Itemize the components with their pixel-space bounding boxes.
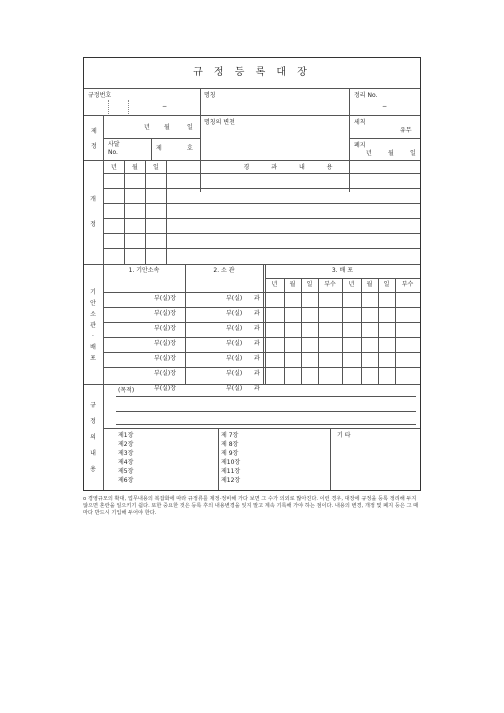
dist-sub-6: 월 — [366, 281, 373, 288]
owner-dept-5: 부(실) — [226, 355, 243, 362]
chapter-mid-1: 제 7장 — [221, 432, 239, 439]
owner-dept-6: 부(실) — [226, 370, 243, 377]
dept-side-5: · — [92, 333, 94, 340]
chapter-left-2: 제2장 — [118, 441, 134, 448]
chapter-mid-2: 제 8장 — [221, 441, 239, 448]
chapter-mid-3: 제 9장 — [221, 450, 239, 457]
owner-dept-1: 부(실) — [226, 295, 243, 302]
content-side-3: 의 — [90, 434, 96, 441]
enact-year: 년 — [144, 124, 150, 131]
dist-sub-3: 일 — [306, 281, 313, 288]
owner-section-7: 과 — [254, 385, 260, 392]
revision-side-2: 정 — [90, 221, 96, 228]
owner-dept-2: 부(실) — [226, 310, 243, 317]
reg-no-dash: − — [162, 103, 168, 110]
dept-side-7: 포 — [90, 355, 96, 362]
abolish-day: 일 — [410, 150, 416, 157]
enact-side-1: 제 — [91, 128, 97, 135]
draft-dept-head-2: 부(실)장 — [154, 310, 177, 317]
owner-section-1: 과 — [254, 295, 260, 302]
owner-dept-7: 부(실) — [226, 385, 243, 392]
name-label: 명칭 — [204, 92, 216, 99]
dist-sub-4: 부수 — [324, 281, 336, 288]
approval-label: 사달 — [108, 141, 120, 148]
revision-side-1: 개 — [90, 196, 96, 203]
owner-section-4: 과 — [254, 340, 260, 347]
arrange-no-dash: − — [382, 103, 388, 110]
enact-day: 일 — [187, 124, 193, 131]
chapter-left-1: 제1장 — [118, 432, 134, 439]
content-side-4: 내 — [90, 450, 96, 457]
chapter-left-4: 제4장 — [118, 459, 134, 466]
owner-section-6: 과 — [254, 370, 260, 377]
chapter-left-3: 제3장 — [118, 450, 134, 457]
enact-side-2: 정 — [91, 143, 97, 150]
chapter-mid-5: 제11장 — [221, 468, 241, 475]
dist-sub-8: 부수 — [401, 281, 414, 288]
draft-dept-head-3: 부(실)장 — [154, 325, 177, 332]
chapter-left-5: 제5장 — [118, 468, 134, 475]
enact-month: 월 — [164, 124, 170, 131]
draft-dept-head-1: 부(실)장 — [154, 295, 177, 302]
detail-value: 유무 — [400, 127, 412, 134]
content-side-1: 규 — [90, 402, 96, 409]
revision-col-day: 일 — [153, 164, 159, 171]
footnote: o 경영규모의 확대, 업무내용의 복잡화에 따라 규정류를 제정·정비해 가다 보면 그 수가 의외로 많아진다. 이런 경우, 대장에 규정을 등록 정리해 두지 않으면 혼란을 일으키기 쉽다. 또한 중요한 것은 등록 후의 내용변경을 잊지 말고 계속 기록해 가야 하는 점이다. 내용의 변경, 개정 및 폐지 등은 그 때마다 반드시 기입해 두어야 한다. — [83, 496, 419, 516]
arrange-no-label: 정리 No. — [354, 92, 378, 99]
abolish-month: 월 — [388, 150, 394, 157]
owner-dept-4: 부(실) — [226, 340, 243, 347]
dept-header-1: 1. 기안소속 — [128, 267, 160, 274]
detail-label: 세칙 — [354, 119, 366, 126]
owner-dept-3: 부(실) — [226, 325, 243, 332]
abolish-label: 폐지 — [354, 142, 366, 149]
etc-label: 기 타 — [337, 432, 351, 439]
dept-side-1: 기 — [90, 289, 96, 296]
approval-no: No. — [108, 149, 118, 156]
dept-side-3: 소 — [90, 311, 96, 318]
registration-form — [83, 57, 421, 491]
dist-sub-5: 년 — [348, 281, 355, 288]
owner-section-5: 과 — [254, 355, 260, 362]
approval-ho: 호 — [187, 145, 193, 152]
draft-dept-head-4: 부(실)장 — [154, 340, 177, 347]
chapter-left-6: 제6장 — [118, 477, 134, 484]
dist-sub-7: 일 — [383, 281, 390, 288]
reg-no-label: 규정번호 — [88, 92, 112, 99]
dept-side-6: 배 — [90, 344, 96, 351]
dist-sub-2: 월 — [289, 281, 296, 288]
owner-section-2: 과 — [254, 310, 260, 317]
dept-side-4: 관 — [90, 322, 96, 329]
revision-col-year: 년 — [111, 164, 117, 171]
draft-dept-head-7: 부(실)장 — [154, 385, 177, 392]
form-title: 규 정 등 록 대 장 — [193, 67, 311, 78]
content-side-5: 용 — [90, 466, 96, 473]
revision-col-content: 경 과 내 용 — [243, 164, 343, 171]
purpose-label: (목적) — [118, 387, 135, 394]
dist-sub-1: 년 — [271, 281, 278, 288]
draft-dept-head-5: 부(실)장 — [154, 355, 177, 362]
dept-header-3: 3. 배 포 — [331, 267, 354, 274]
dept-header-2: 2. 소 관 — [213, 267, 235, 274]
content-side-2: 정 — [90, 418, 96, 425]
chapter-mid-6: 제12장 — [221, 477, 241, 484]
abolish-year: 년 — [366, 150, 372, 157]
chapter-mid-4: 제10장 — [221, 459, 241, 466]
name-change-label: 명칭의 변천 — [204, 119, 235, 126]
approval-je: 제 — [156, 145, 162, 152]
draft-dept-head-6: 부(실)장 — [154, 370, 177, 377]
dept-side-2: 안 — [90, 300, 96, 307]
owner-section-3: 과 — [254, 325, 260, 332]
revision-col-month: 월 — [132, 164, 138, 171]
